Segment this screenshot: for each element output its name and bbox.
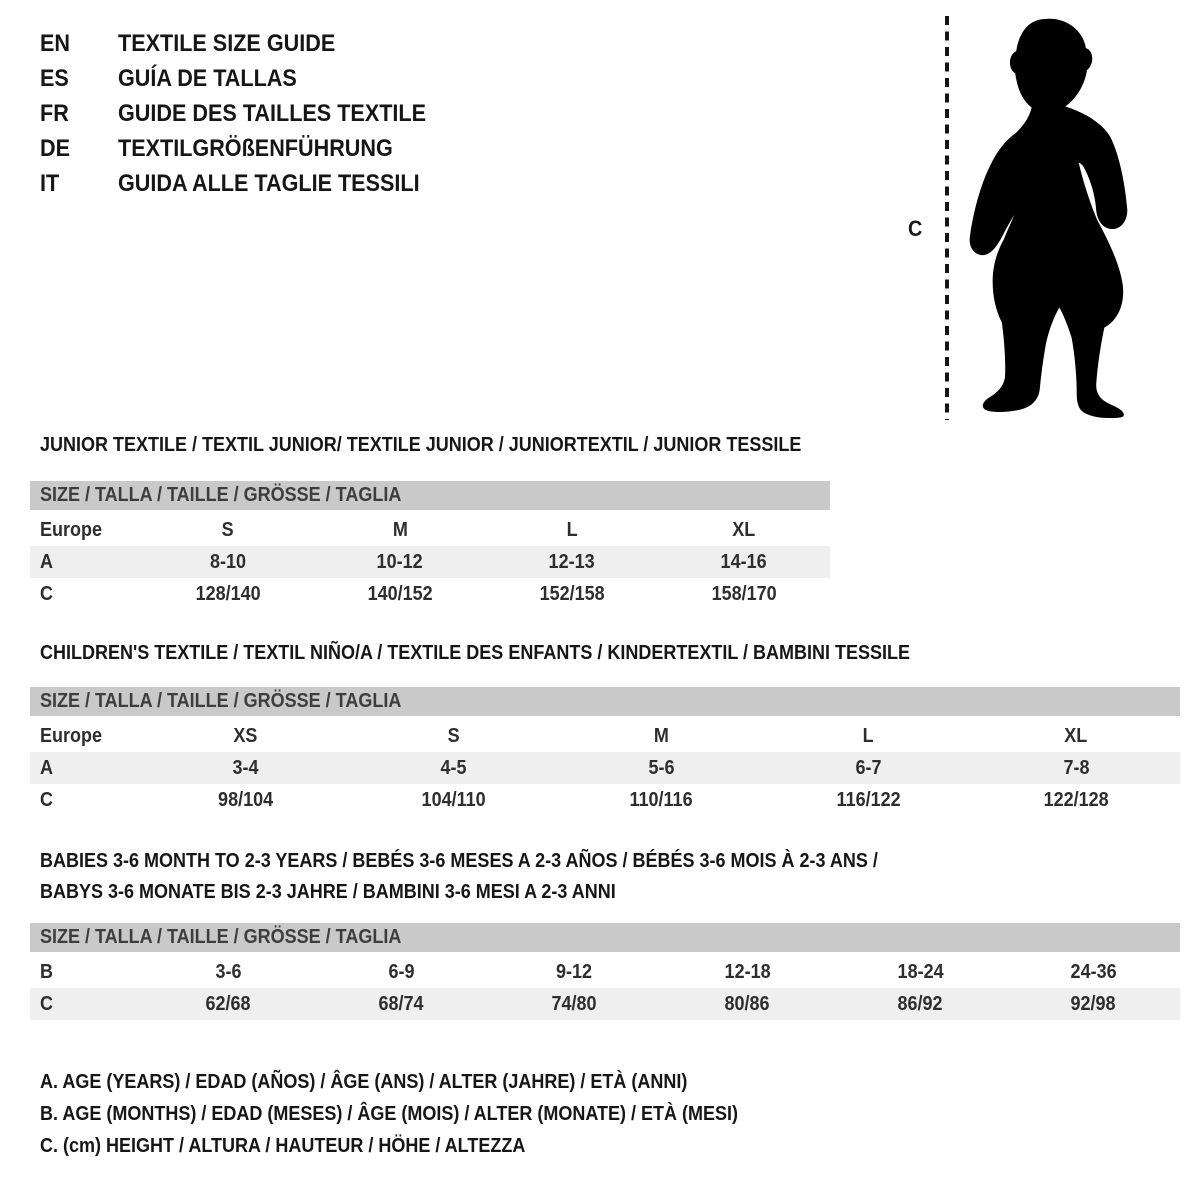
language-row-de xyxy=(40,131,460,166)
row-height-cm xyxy=(30,578,830,610)
height-cell: 104/110 xyxy=(421,788,486,811)
row-label: A xyxy=(40,550,54,573)
height-cell: 80/86 xyxy=(724,992,771,1015)
age-cell: 7-8 xyxy=(1063,756,1090,779)
age-cell: 6-7 xyxy=(855,756,882,779)
legend-age-years xyxy=(40,1066,816,1098)
children-title-text: CHILDREN'S TEXTILE / TEXTIL NIÑO/A / TEXTILE DES ENFANTS / KINDERTEXTIL / BAMBINI TESSILE xyxy=(40,642,911,664)
legend-age-years-text: A. AGE (YEARS) / EDAD (AÑOS) / ÂGE (ANS) / ALTER (JAHRE) / ETÀ (ANNI) xyxy=(40,1070,688,1093)
height-cell: 158/170 xyxy=(711,582,777,605)
row-height-cm xyxy=(30,988,1180,1020)
size-cell: S xyxy=(221,518,235,541)
age-cell: 18-24 xyxy=(897,960,944,983)
size-cell: XL xyxy=(1064,724,1088,747)
language-row-en xyxy=(40,26,460,61)
language-code: ES xyxy=(40,64,69,92)
height-cell: 140/152 xyxy=(367,582,433,605)
size-cell: L xyxy=(863,724,875,747)
guide-title-en: TEXTILE SIZE GUIDE xyxy=(118,29,336,57)
row-europe xyxy=(30,720,1180,752)
babies-title-line2: BABYS 3-6 MONATE BIS 2-3 JAHRE / BAMBINI 3-6 MESI A 2-3 ANNI xyxy=(40,881,616,903)
size-cell: L xyxy=(566,518,578,541)
row-label: C xyxy=(40,788,54,811)
height-cell: 116/122 xyxy=(836,788,901,811)
height-cell: 92/98 xyxy=(1070,992,1117,1015)
age-cell: 14-16 xyxy=(720,550,768,573)
language-header xyxy=(40,26,460,201)
babies-size-table xyxy=(30,923,1180,1020)
row-label: C xyxy=(40,992,54,1015)
height-measure-label: C xyxy=(908,216,923,241)
measure-line-icon xyxy=(944,16,950,420)
row-height-cm xyxy=(30,784,1180,816)
row-age-years xyxy=(30,752,1180,784)
age-cell: 12-18 xyxy=(724,960,771,983)
size-cell: M xyxy=(392,518,408,541)
row-label: A xyxy=(40,756,54,779)
language-code: EN xyxy=(40,29,71,57)
language-code: IT xyxy=(40,169,60,197)
age-cell: 5-6 xyxy=(647,756,674,779)
age-cell: 10-12 xyxy=(376,550,424,573)
children-size-table xyxy=(30,687,1180,816)
age-cell: 4-5 xyxy=(440,756,467,779)
junior-size-table xyxy=(30,481,830,610)
size-header-text: SIZE / TALLA / TAILLE / GRÖSSE / TAGLIA xyxy=(40,484,402,506)
language-code: FR xyxy=(40,99,69,127)
age-cell: 24-36 xyxy=(1070,960,1117,983)
row-age-months xyxy=(30,956,1180,988)
row-label: Europe xyxy=(40,724,103,747)
age-cell: 9-12 xyxy=(556,960,593,983)
height-cell: 128/140 xyxy=(195,582,261,605)
height-measure-figure xyxy=(900,14,1180,426)
measurement-legend xyxy=(40,1066,816,1162)
height-cell: 98/104 xyxy=(218,788,274,811)
guide-title-de: TEXTILGRÖßENFÜHRUNG xyxy=(118,134,393,162)
guide-title-fr: GUIDE DES TAILLES TEXTILE xyxy=(118,99,427,127)
size-header-bar xyxy=(30,687,1180,716)
size-header-bar xyxy=(30,923,1180,952)
guide-title-es: GUÍA DE TALLAS xyxy=(118,64,297,92)
children-section-title xyxy=(40,638,1007,669)
size-header-bar xyxy=(30,481,830,510)
size-cell: XL xyxy=(732,518,756,541)
junior-section-title xyxy=(40,430,886,461)
height-cell: 122/128 xyxy=(1043,788,1109,811)
legend-age-months-text: B. AGE (MONTHS) / EDAD (MESES) / ÂGE (MOIS) / ALTER (MONATE) / ETÀ (MESI) xyxy=(40,1102,738,1125)
row-label: Europe xyxy=(40,518,103,541)
size-cell: S xyxy=(447,724,460,747)
row-label: C xyxy=(40,582,54,605)
size-header-text: SIZE / TALLA / TAILLE / GRÖSSE / TAGLIA xyxy=(40,690,402,712)
age-cell: 6-9 xyxy=(388,960,415,983)
guide-title-it: GUIDA ALLE TAGLIE TESSILI xyxy=(118,169,420,197)
row-age-years xyxy=(30,546,830,578)
toddler-silhouette-icon xyxy=(966,16,1130,420)
legend-height-cm-text: C. (cm) HEIGHT / ALTURA / HAUTEUR / HÖHE / ALTEZZA xyxy=(40,1134,526,1157)
height-cell: 152/158 xyxy=(539,582,605,605)
size-cell: XS xyxy=(233,724,258,747)
height-cell: 86/92 xyxy=(897,992,944,1015)
babies-title-line1: BABIES 3-6 MONTH TO 2-3 YEARS / BEBÉS 3-6 MESES A 2-3 AÑOS / BÉBÉS 3-6 MOIS À 2-3 ANS / xyxy=(40,850,878,872)
legend-age-months xyxy=(40,1098,816,1130)
height-cell: 62/68 xyxy=(205,992,252,1015)
size-cell: M xyxy=(653,724,669,747)
row-label: B xyxy=(40,960,54,983)
height-cell: 74/80 xyxy=(551,992,598,1015)
language-row-fr xyxy=(40,96,460,131)
age-cell: 12-13 xyxy=(548,550,596,573)
row-europe xyxy=(30,514,830,546)
language-row-es xyxy=(40,61,460,96)
language-row-it xyxy=(40,166,460,201)
language-code: DE xyxy=(40,134,71,162)
legend-height-cm xyxy=(40,1130,816,1162)
age-cell: 3-6 xyxy=(215,960,242,983)
babies-section-title xyxy=(40,846,971,908)
junior-title-text: JUNIOR TEXTILE / TEXTIL JUNIOR/ TEXTILE JUNIOR / JUNIORTEXTIL / JUNIOR TESSILE xyxy=(40,434,802,456)
age-cell: 8-10 xyxy=(209,550,247,573)
height-cell: 68/74 xyxy=(378,992,425,1015)
size-header-text: SIZE / TALLA / TAILLE / GRÖSSE / TAGLIA xyxy=(40,926,402,948)
height-cell: 110/116 xyxy=(629,788,693,811)
age-cell: 3-4 xyxy=(232,756,259,779)
